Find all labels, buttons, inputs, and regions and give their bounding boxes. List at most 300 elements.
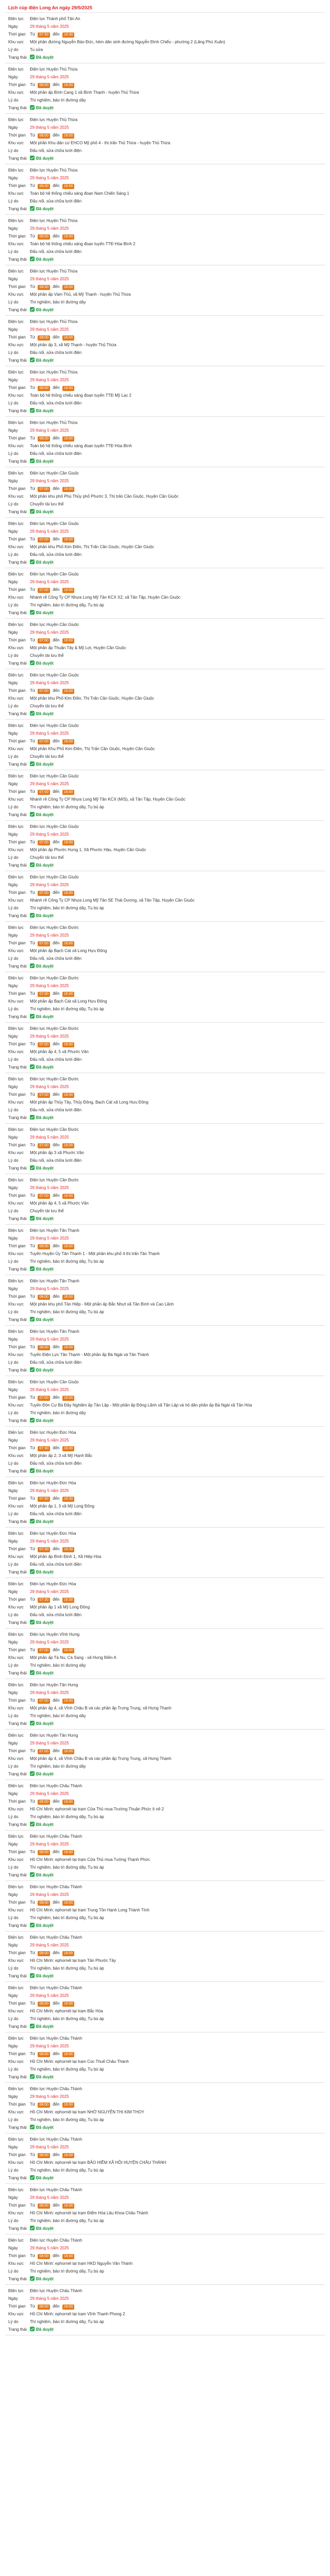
status-label: Trạng thái [8,1671,27,1675]
date-value: 29 tháng 5 năm 2025 [30,327,69,332]
time-label: Thời gian [8,890,26,895]
reason-label: Lý do [8,855,19,860]
time-value [30,2050,76,2058]
area-value: Điện lực Huyện Đức Hòa [30,1481,76,1485]
time-value [30,1596,76,1603]
time-to-label: đến [53,991,60,996]
end-time-badge: 16:00 [62,133,75,139]
time-label: Thời gian [8,688,26,693]
time-to-label: đến [53,2153,60,2157]
end-time-badge: 16:00 [62,638,75,643]
status-badge [30,1619,54,1626]
reason-label: Lý do [8,1865,19,1870]
end-time-badge: 16:30 [62,32,75,38]
end-time-badge: 16:00 [62,992,75,997]
time-label: Thời gian [8,2253,26,2258]
status-label: Trạng thái [8,711,27,716]
time-to-label: đến [53,1496,60,1501]
time-from-label: Từ [30,638,36,642]
end-time-badge: 16:00 [62,537,75,543]
outage-entry [5,1831,325,1881]
reason-value: Thí nghiệm, bảo trì đường dây, Tụ bù áp [30,2319,104,2324]
status-badge [30,1467,54,1475]
time-from-label: Từ [30,2203,36,2208]
time-from-label: Từ [30,2304,36,2309]
status-badge [30,962,54,970]
area-value: Điện lực Huyện Thủ Thừa [30,420,78,425]
zone-value: Một phần khu Phố Kim Điền, Thị Trấn Cần Giuộc, Huyện Cần Giuộc [30,696,154,701]
date-value: 29 tháng 5 năm 2025 [30,75,69,79]
reason-label: Lý do [8,1259,19,1264]
zone-value: Một phần ấp 1 xã Mỹ Long Đông [30,1605,90,1609]
reason-value: Đấu nối, sửa chữa lưới điện [30,350,82,355]
reason-value: Thí nghiệm, bảo trì đường dây, Tụ bù áp [30,2218,104,2223]
reason-label: Lý do [8,401,19,405]
zone-label: Khu vực [8,948,24,953]
status-text: Đã duyệt [36,1923,54,1928]
time-value [30,1545,76,1553]
check-icon [30,1923,35,1927]
status-label: Trạng thái [8,2226,27,2231]
area-value: Điện lực Huyện Cần Giuộc [30,622,79,627]
date-label: Ngày [8,1993,18,1998]
status-label: Trạng thái [8,1721,27,1726]
status-text: Đã duyệt [36,762,54,767]
outage-entry [5,568,325,619]
date-value: 29 tháng 5 năm 2025 [30,176,69,180]
status-label: Trạng thái [8,1216,27,1221]
start-time-badge: 08:00 [38,2002,50,2007]
outage-entry [5,467,325,518]
time-value [30,1141,76,1149]
time-value [30,283,76,291]
end-time-badge: 16:00 [62,1699,75,1704]
date-value: 29 tháng 5 năm 2025 [30,1993,69,1998]
zone-value: Một phần khu Phố Kim Điền, Thị Trấn Cần Giuộc, Huyện Cần Giuộc [30,545,154,549]
area-label: Điện lực [8,673,24,677]
time-value [30,1949,76,1957]
date-label: Ngày [8,529,18,534]
date-label: Ngày [8,1236,18,1241]
check-icon [30,1620,35,1624]
time-to-label: đến [53,1143,60,1147]
reason-value: Thí nghiệm, bảo trì đường dây, Tụ bù áp [30,2269,104,2274]
date-label: Ngày [8,428,18,433]
time-label: Thời gian [8,1446,26,1450]
outage-entry [5,720,325,770]
zone-value: Hồ Chí Minh: ephornél tại trạm Tân Phước Tây [30,1958,116,1963]
date-label: Ngày [8,2296,18,2301]
end-time-badge: 16:00 [62,436,75,442]
date-label: Ngày [8,832,18,837]
outage-entry [5,1427,325,1477]
date-label: Ngày [8,75,18,79]
outage-entry [5,1376,325,1427]
area-value: Điện lực Huyện Thủ Thừa [30,117,78,122]
area-label: Điện lực [8,471,24,476]
zone-label: Khu vực [8,141,24,145]
zone-value: Toàn bộ hệ thống chiếu sáng đoạn Nam Chiến Sáng 1 [30,191,129,196]
end-time-badge: 16:00 [62,891,75,896]
start-time-badge: 07:00 [38,1042,50,1047]
reason-value: Đấu nối, sửa chữa lưới điện [30,1108,82,1112]
end-time-badge: 16:00 [62,840,75,845]
date-label: Ngày [8,681,18,685]
date-value: 29 tháng 5 năm 2025 [30,832,69,837]
start-time-badge: 07:00 [38,638,50,643]
time-to-label: đến [53,1244,60,1248]
reason-label: Lý do [8,1815,19,1819]
date-label: Ngày [8,1943,18,1947]
status-label: Trạng thái [8,308,27,312]
area-value: Điện lực Huyện Tân Thạnh [30,1329,79,1334]
reason-label: Lý do [8,1512,19,1516]
outage-entry [5,1023,325,1073]
zone-label: Khu vực [8,1302,24,1307]
outage-entry [5,13,325,63]
start-time-badge: 07:00 [38,790,50,795]
area-value: Điện lực Huyện Cần Giuộc [30,1380,79,1384]
area-label: Điện lực [8,168,24,173]
time-from-label: Từ [30,335,36,340]
end-time-badge: 16:00 [62,1345,75,1350]
start-time-badge: 08:00 [38,2052,50,2057]
reason-value: Thí nghiệm, bảo trì đường dây, Tụ bù áp [30,1865,104,1870]
time-to-label: đến [53,183,60,188]
reason-label: Lý do [8,1916,19,1920]
time-to-label: đến [53,1294,60,1299]
area-value: Điện lực Huyện Cần Đước [30,976,79,980]
zone-value: Hồ Chí Minh: ephornél tại trạm Bắc Hòa [30,2009,103,2013]
zone-value: Hồ Chí Minh: ephornél tại trạm Trung Tôn Hạnh Long Thành Tính [30,1908,150,1912]
reason-value: Chuyển tải lưu thể [30,704,64,708]
reason-label: Lý do [8,2016,19,2021]
area-label: Điện lực [8,2238,24,2243]
zone-value: Một phần ấp 1, 3 xã Mỹ Long Đông [30,1504,94,1509]
end-time-badge: 16:00 [62,2103,75,2108]
time-value [30,2151,76,2159]
time-from-label: Từ [30,1698,36,1703]
status-text: Đã duyệt [36,2075,54,2079]
reason-label: Lý do [8,249,19,254]
reason-label: Lý do [8,1562,19,1567]
zone-label: Khu vực [8,545,24,549]
zone-value: Một phần ấp 2, 3 xã Mỹ Hạnh Bắc [30,1453,92,1458]
status-label: Trạng thái [8,1317,27,1322]
area-value: Điện lực Huyện Châu Thành [30,1784,82,1788]
time-from-label: Từ [30,688,36,693]
zone-label: Khu vực [8,2160,24,2165]
date-label: Ngày [8,125,18,130]
zone-label: Khu vực [8,40,24,44]
area-label: Điện lực [8,1733,24,1738]
date-value: 29 tháng 5 năm 2025 [30,277,69,281]
zone-value: Một phần ấp 4, 5 xã Phước Vân [30,1201,89,1206]
status-text: Đã duyệt [36,1166,54,1171]
time-from-label: Từ [30,890,36,895]
reason-value: Chuyển tải lưu thể [30,754,64,759]
zone-value: Một phần ấp Bình Định 1, Xã Hiệp Hòa [30,1554,102,1559]
status-badge [30,2023,54,2030]
reason-label: Lý do [8,653,19,658]
time-to-label: đến [53,2001,60,2006]
check-icon [30,1569,35,1574]
status-label: Trạng thái [8,2277,27,2281]
end-time-badge: 16:00 [62,689,75,694]
start-time-badge: 08:00 [38,1850,50,1855]
area-label: Điện lực [8,1683,24,1687]
reason-label: Lý do [8,1764,19,1769]
status-badge [30,1164,54,1172]
zone-value: Một phần ấp Tà Nu, Cà Sang - xã Hưng Điền A [30,1655,117,1660]
time-label: Thời gian [8,32,26,37]
time-from-label: Từ [30,183,36,188]
end-time-badge: 16:00 [62,1749,75,1754]
reason-label: Lý do [8,1663,19,1668]
outage-entry [5,821,325,871]
time-to-label: đến [53,385,60,390]
time-value [30,1697,76,1704]
reason-value: Đấu nối, sửa chữa lưới điện [30,1613,82,1617]
status-text: Đã duyệt [36,2327,54,2332]
reason-value: Thí nghiệm, bảo trì đường dây, Tụ bù áp [30,1259,104,1264]
time-from-label: Từ [30,1951,36,1955]
time-label: Thời gian [8,2304,26,2309]
end-time-badge: 16:00 [62,1396,75,1401]
zone-value: Hồ Chí Minh: ephornél tại trạm Cúc Thuế Châu Thành [30,2059,129,2064]
outage-entry [5,2133,325,2184]
end-time-badge: 16:00 [62,739,75,744]
date-label: Ngày [8,1135,18,1140]
reason-label: Lý do [8,1461,19,1466]
time-from-label: Từ [30,1496,36,1501]
area-label: Điện lực [8,1986,24,1990]
status-label: Trạng thái [8,1368,27,1372]
date-value: 29 tháng 5 năm 2025 [30,1741,69,1745]
check-icon [30,459,35,463]
time-label: Thời gian [8,1648,26,1652]
status-badge [30,760,54,768]
area-value: Điện lực Huyện Cần Giuộc [30,471,79,476]
status-badge [30,912,54,920]
zone-value: Một phần ấp 4, xã Vĩnh Châu B và các phần ấp Trưng Trung, xã Hưng Thạnh [30,1706,172,1710]
date-value: 29 tháng 5 năm 2025 [30,1185,69,1190]
reason-value: Đấu nối, sửa chữa lưới điện [30,956,82,961]
check-icon [30,1771,35,1776]
area-label: Điện lực [8,1531,24,1536]
date-label: Ngày [8,378,18,382]
zone-label: Khu vực [8,1504,24,1509]
time-from-label: Từ [30,537,36,541]
time-label: Thời gian [8,486,26,491]
status-text: Đã duyệt [36,1772,54,1776]
outage-entry [5,164,325,215]
status-label: Trạng thái [8,1570,27,1574]
status-label: Trạng thái [8,762,27,767]
status-text: Đã duyệt [36,510,54,514]
outage-entry [5,1174,325,1225]
start-time-badge: 08:00 [38,1345,50,1350]
area-value: Điện lực Huyện Cần Giuộc [30,673,79,677]
time-from-label: Từ [30,2052,36,2056]
date-value: 29 tháng 5 năm 2025 [30,24,69,29]
time-value [30,1040,76,1048]
date-label: Ngày [8,1842,18,1846]
time-label: Thời gian [8,1951,26,1955]
time-to-label: đến [53,1698,60,1703]
status-label: Trạng thái [8,913,27,918]
date-value: 29 tháng 5 năm 2025 [30,933,69,938]
end-time-badge: 16:00 [62,184,75,189]
outage-entry [5,417,325,467]
time-from-label: Từ [30,1193,36,1198]
area-label: Điện lực [8,774,24,778]
status-text: Đã duyệt [36,711,54,716]
area-label: Điện lực [8,1228,24,1233]
date-value: 29 tháng 5 năm 2025 [30,731,69,736]
status-label: Trạng thái [8,1822,27,1827]
zone-label: Khu vực [8,1756,24,1761]
area-label: Điện lực [8,1127,24,1132]
status-text: Đã duyệt [36,1620,54,1625]
time-to-label: đến [53,1547,60,1551]
time-to-label: đến [53,537,60,541]
area-value: Điện lực Huyện Vĩnh Hưng [30,1632,80,1637]
area-label: Điện lực [8,1834,24,1839]
outage-entry [5,1982,325,2032]
reason-value: Đấu nối, sửa chữa lưới điện [30,1562,82,1567]
date-label: Ngày [8,1791,18,1796]
zone-label: Khu vực [8,1908,24,1912]
zone-value: Một phần ấp Thuận Tây & Mỹ Lợi, Huyện Cần Giuộc [30,646,126,650]
reason-label: Lý do [8,1360,19,1365]
time-value [30,586,76,594]
zone-value: Một phần ấp Thủy Tây, Thủy Đông, Bạch Cát xã Long Hựu Đông [30,1100,148,1105]
status-label: Trạng thái [8,1014,27,1019]
time-to-label: đến [53,840,60,844]
time-value [30,838,76,846]
reason-value: Thí nghiệm, bảo trì đường dây [30,98,86,103]
outage-entry [5,2184,325,2234]
check-icon [30,1014,35,1019]
outage-entry [5,922,325,972]
time-to-label: đến [53,1850,60,1854]
outage-entry [5,1931,325,1982]
status-text: Đã duyệt [36,1671,54,1675]
time-to-label: đến [53,2253,60,2258]
status-text: Đã duyệt [36,913,54,918]
reason-value: Chuyển tải lưu thể [30,653,64,658]
reason-label: Lý do [8,805,19,809]
start-time-badge: 07:30 [38,1547,50,1552]
time-from-label: Từ [30,1547,36,1551]
end-time-badge: 16:00 [62,2002,75,2007]
check-icon [30,206,35,211]
date-label: Ngày [8,1488,18,1493]
end-time-badge: 16:00 [62,1194,75,1199]
end-time-badge: 16:00 [62,487,75,492]
status-text: Đã duyệt [36,1418,54,1423]
area-value: Điện lực Huyện Tân Thạnh [30,1279,79,1283]
time-value [30,889,76,896]
check-icon [30,1165,35,1170]
status-text: Đã duyệt [36,2176,54,2180]
time-to-label: đến [53,1193,60,1198]
time-label: Thời gian [8,1345,26,1349]
outage-entry [5,2083,325,2133]
reason-label: Lý do [8,1007,19,1011]
status-label: Trạng thái [8,1166,27,1171]
zone-label: Khu vực [8,1655,24,1660]
zone-label: Khu vực [8,747,24,751]
zone-label: Khu vực [8,90,24,95]
start-time-badge: 08:00 [38,285,50,290]
outage-entry [5,1124,325,1174]
status-text: Đã duyệt [36,308,54,312]
area-label: Điện lực [8,723,24,728]
time-to-label: đến [53,1042,60,1046]
reason-value: Đấu nối, sửa chữa lưới điện [30,451,82,456]
status-text: Đã duyệt [36,1317,54,1322]
date-label: Ngày [8,1387,18,1392]
reason-label: Lý do [8,451,19,456]
check-icon [30,358,35,362]
area-value: Điện lực Huyện Thủ Thừa [30,319,78,324]
date-label: Ngày [8,731,18,736]
date-value: 29 tháng 5 năm 2025 [30,1892,69,1897]
status-badge [30,1770,54,1778]
start-time-badge: 08:00 [38,2103,50,2108]
status-label: Trạng thái [8,1519,27,1524]
check-icon [30,963,35,968]
date-value: 29 tháng 5 năm 2025 [30,1236,69,1241]
reason-label: Lý do [8,47,19,52]
zone-label: Khu vực [8,595,24,600]
status-text: Đã duyệt [36,863,54,868]
status-label: Trạng thái [8,661,27,666]
date-value: 29 tháng 5 năm 2025 [30,580,69,584]
start-time-badge: 07:00 [38,1143,50,1148]
end-time-badge: 16:30 [62,1497,75,1502]
start-time-badge: 08:00 [38,184,50,189]
status-badge [30,1114,54,1122]
status-text: Đã duyệt [36,1469,54,1473]
date-value: 29 tháng 5 năm 2025 [30,1438,69,1443]
time-label: Thời gian [8,789,26,794]
outage-entry [5,2285,325,2335]
time-label: Thời gian [8,2102,26,2107]
status-badge [30,104,54,112]
check-icon [30,1468,35,1473]
end-time-badge: 16:00 [62,1295,75,1300]
check-icon [30,1367,35,1372]
time-value [30,1394,76,1401]
date-label: Ngày [8,327,18,332]
reason-value: Chuyển tải lưu thể [30,1209,64,1213]
date-label: Ngày [8,1690,18,1695]
check-icon [30,1519,35,1523]
end-time-badge: 16:00 [62,1850,75,1855]
time-from-label: Từ [30,941,36,945]
time-from-label: Từ [30,234,36,239]
reason-value: Thí nghiệm, bảo trì đường dây, Tụ bù áp [30,603,104,607]
zone-value: Hồ Chí Minh: ephornél tại trạm Vĩnh Thạnh Phong 2 [30,2312,125,2316]
start-time-badge: 07:00 [38,588,50,593]
time-from-label: Từ [30,1143,36,1147]
time-label: Thời gian [8,1698,26,1703]
status-label: Trạng thái [8,1974,27,1978]
start-time-badge: 08:00 [38,133,50,139]
